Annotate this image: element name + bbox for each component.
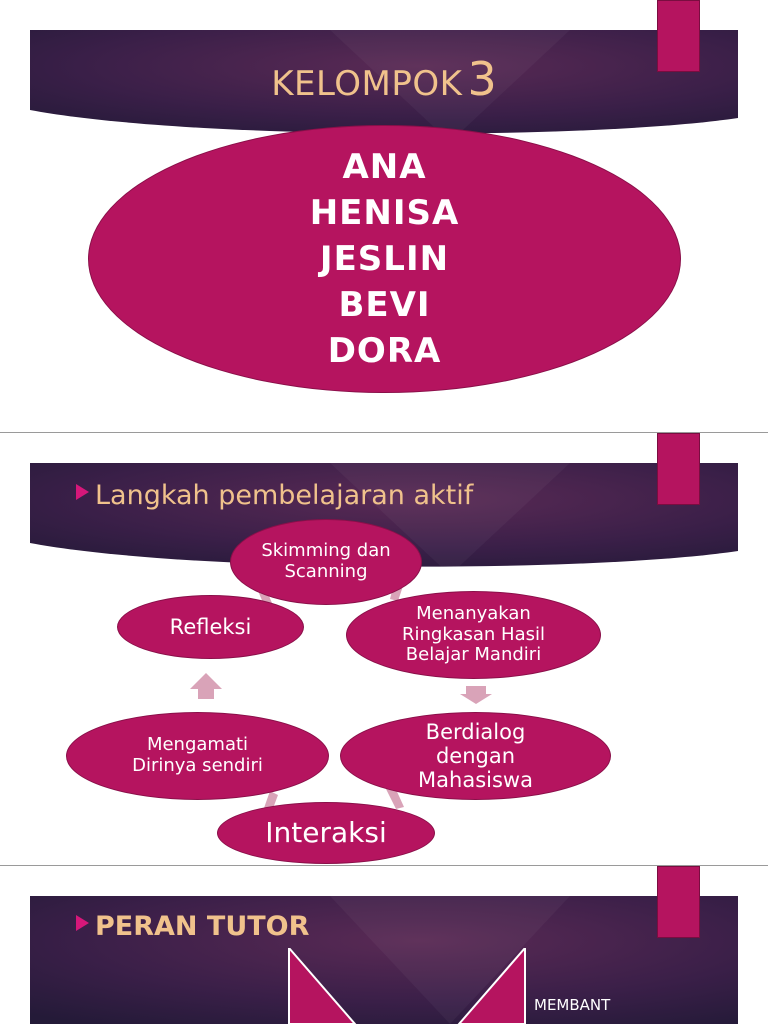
member-name: ANA [342,147,427,187]
cycle-arrow-icon [190,673,222,699]
triangle-bullet-icon [76,915,89,931]
node-mengamati [66,712,329,800]
node-label: Berdialog dengan Mahasiswa [418,719,533,793]
triangle-bullet-icon [76,484,89,500]
slide-peran [0,866,768,1024]
member-name: BEVI [338,285,431,325]
member-name: HENISA [309,193,460,233]
slide-title [0,52,768,106]
slide-title [76,475,473,515]
member-name: JESLIN [319,239,450,279]
node-berdialog [340,712,611,800]
title-text: Langkah pembelajaran aktif [95,479,474,511]
title-number: 3 [467,52,497,106]
slide-title [76,906,309,946]
accent-tab [657,866,700,938]
accent-tab [657,433,700,505]
node-label: Mengamati Dirinya sendiri [132,734,263,776]
slide-kelompok [0,0,768,432]
names-oval [88,125,681,393]
node-label: Refleksi [169,614,252,639]
node-menanyakan [346,591,601,679]
node-label: Interaksi [265,815,387,849]
node-interaksi [217,802,435,864]
fragment-text: MEMBANT [534,996,611,1014]
slide-langkah [0,433,768,865]
member-name: DORA [327,331,442,371]
title-text: PERAN TUTOR [95,910,310,942]
node-skimming [230,519,422,605]
node-label: Menanyakan Ringkasan Hasil Belajar Mandiri [402,602,545,666]
diagram-shape [285,948,529,1024]
node-refleksi [117,595,304,659]
cycle-arrow-icon [460,686,492,704]
node-label: Skimming dan Scanning [261,540,391,582]
title-word: KELOMPOK [271,64,463,104]
